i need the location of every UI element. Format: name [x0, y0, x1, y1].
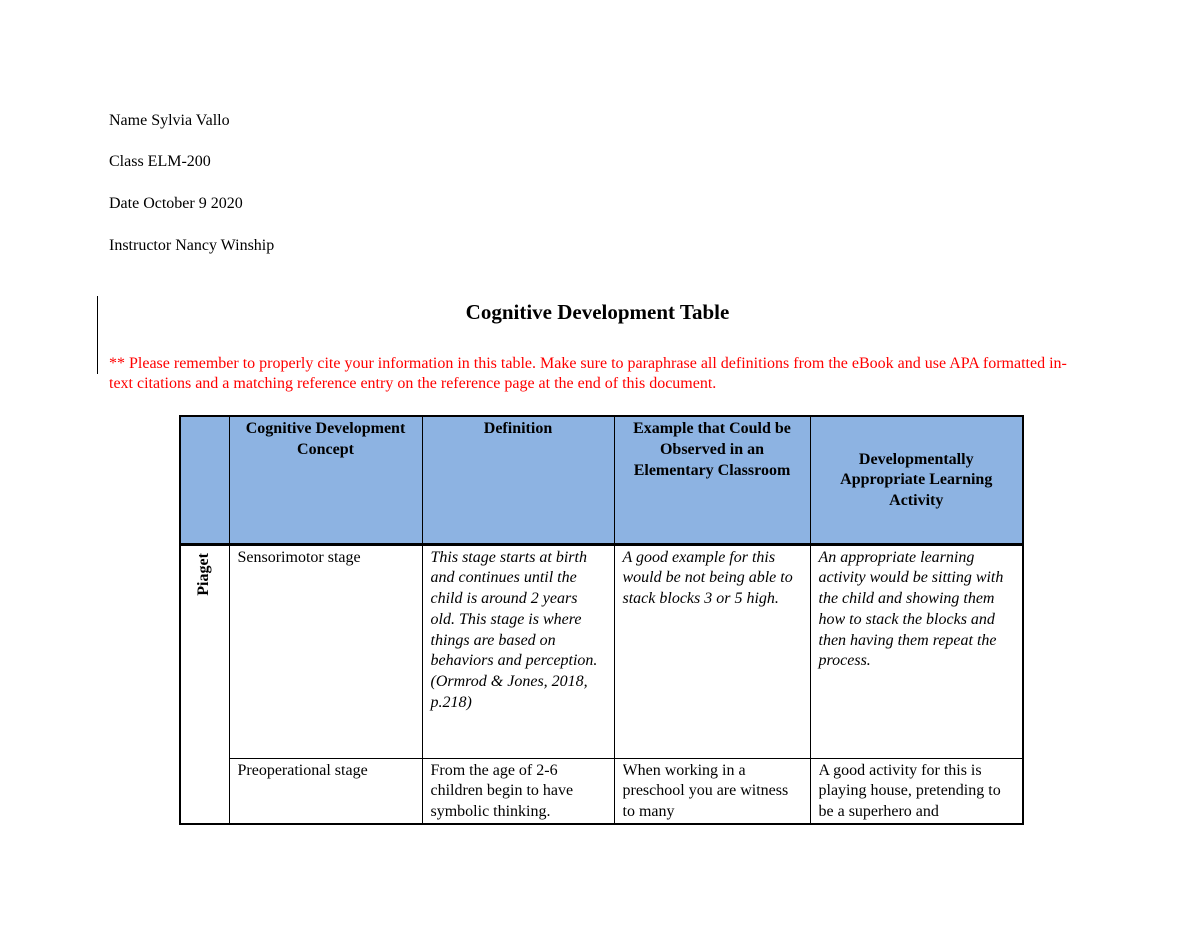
instructor-name: Instructor Nancy Winship	[109, 237, 275, 254]
definition-cell: This stage starts at birth and continues until the child is around 2 years old. This stage is where things are based on behaviors and perception. (Ormrod & Jones, 2018, p.218)	[422, 544, 614, 758]
definition-text: From the age of 2-6 children begin to have symbolic thinking.	[430, 761, 574, 821]
definition-cell	[422, 758, 614, 824]
example-cell	[614, 758, 810, 824]
page-title: Cognitive Development Table	[465, 300, 730, 324]
header-side-cell	[180, 416, 229, 544]
activity-cell	[810, 758, 1023, 824]
concept-cell: Sensorimotor stage	[229, 544, 422, 758]
assignment-date: Date October 9 2020	[109, 195, 243, 212]
example-text: When working in a preschool you are witness to many	[622, 761, 789, 821]
class-code: Class ELM-200	[109, 153, 211, 170]
activity-text: A good activity for this is playing house, pretending to be a superhero and	[818, 761, 1001, 821]
table-row	[180, 544, 1023, 758]
cognitive-development-table	[179, 415, 1024, 825]
header-concept: Cognitive Development Concept	[229, 416, 422, 544]
concept-text: Preoperational stage	[237, 761, 368, 779]
table-row	[180, 758, 1023, 824]
student-name: Name Sylvia Vallo	[109, 112, 230, 129]
table-header-row	[180, 416, 1023, 544]
concept-cell	[229, 758, 422, 824]
header-example: Example that Could be Observed in an Elementary Classroom	[614, 416, 810, 544]
theorist-side-cell	[180, 544, 229, 824]
activity-cell: An appropriate learning activity would be sitting with the child and showing them how to stack the blocks and then having them repeat the process.	[810, 544, 1023, 758]
citation-reminder: ** Please remember to properly cite your information in this table. Make sure to paraphrase all definitions from the eBook and use APA formatted in-text citations and a matching reference entry on the reference page at the end of this document.	[109, 355, 1067, 392]
theorist-label: Piaget	[195, 552, 213, 596]
example-cell: A good example for this would be not being able to stack blocks 3 or 5 high.	[614, 544, 810, 758]
header-definition: Definition	[422, 416, 614, 544]
header-activity: Developmentally Appropriate Learning Activity	[810, 416, 1023, 544]
